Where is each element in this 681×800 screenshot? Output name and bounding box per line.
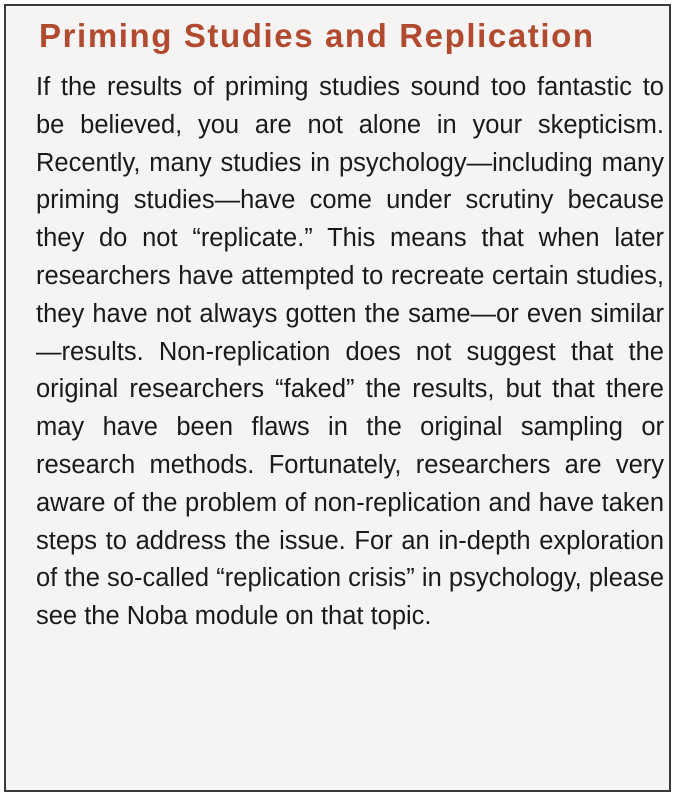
sidebar-box [4,4,671,792]
sidebar-body-text: If the results of priming studies sound too fantastic to be believed, you are not alone in your skepticism. Recently, many studies in psychology—including many priming studies—have come under scrutiny because they do not “replicate.” This means that when later researchers have attempted to recreate certain studies, they have not always gotten the same—or even similar—results. Non-replication does not suggest that the original researchers “faked” the results, but that there may have been flaws in the original sampling or research methods. Fortunately, researchers are very aware of the problem of non-replication and have taken steps to address the issue. For an in-depth exploration of the so-called “replication crisis” in psychology, please see the Noba module on that topic. [36,73,664,631]
sidebar-title: Priming Studies and Replication [39,17,595,54]
